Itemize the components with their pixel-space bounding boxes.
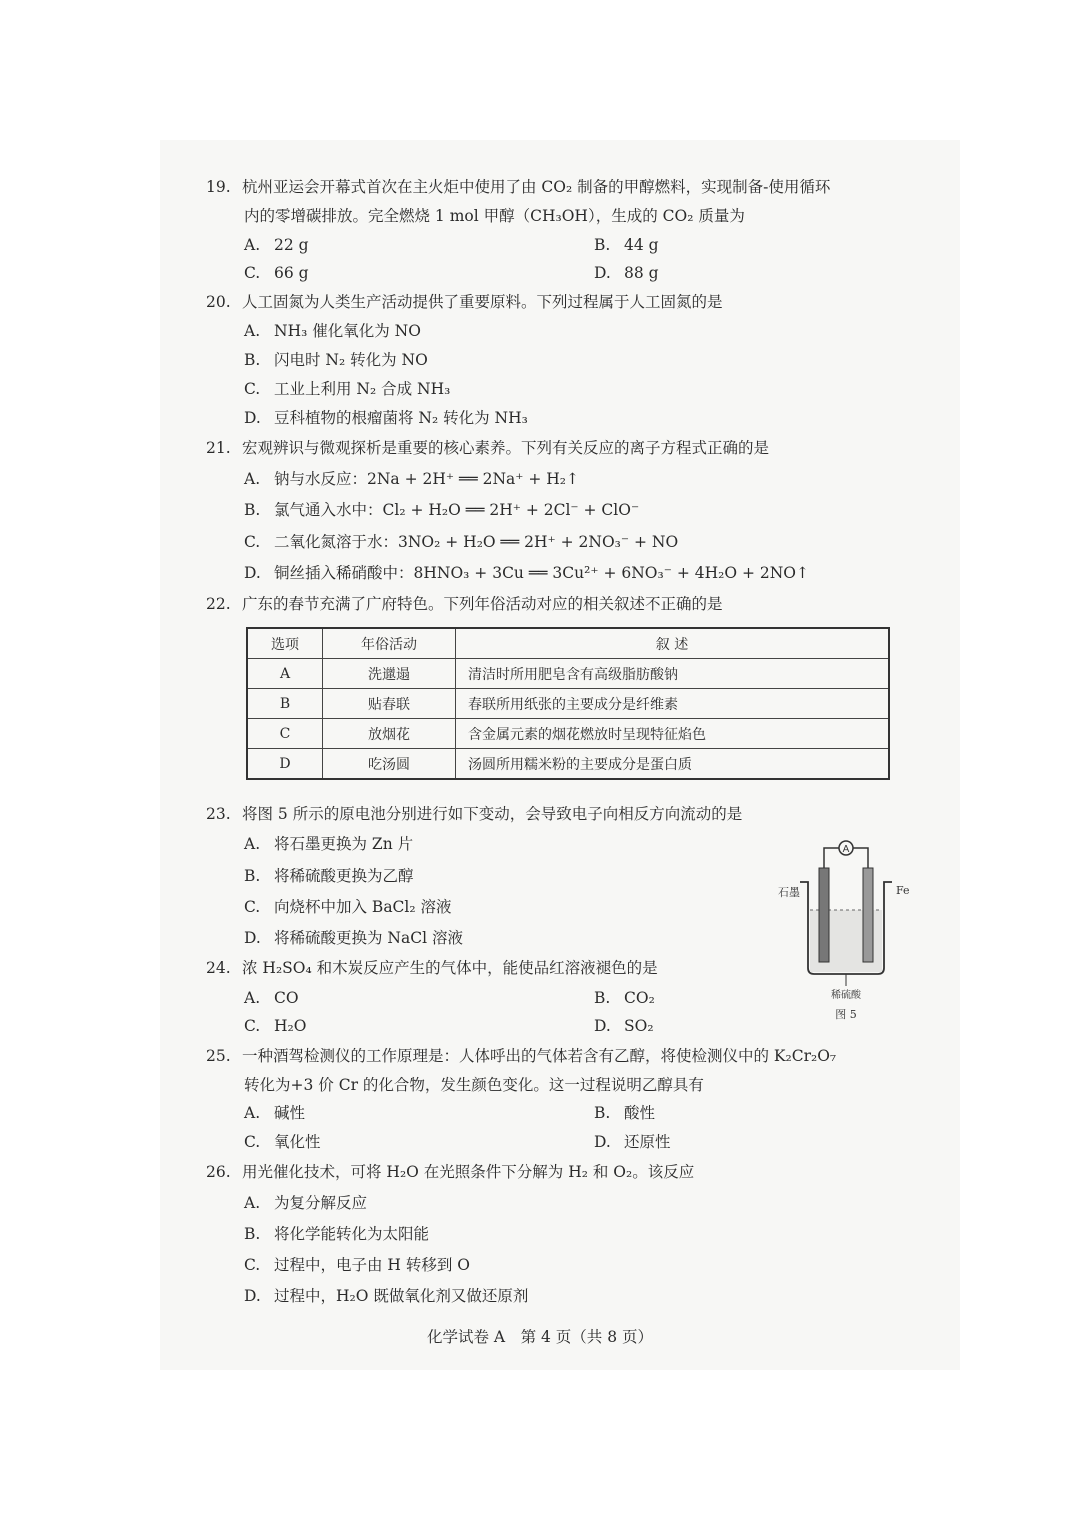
option-b[interactable] bbox=[244, 350, 428, 370]
question-number: 25. bbox=[206, 1047, 231, 1065]
option-label: D. bbox=[594, 1133, 611, 1151]
table-row bbox=[247, 659, 889, 689]
wire-right bbox=[853, 848, 868, 870]
option-text: 过程中，H₂O 既做氧化剂又做还原剂 bbox=[274, 1287, 529, 1305]
option-label: D. bbox=[244, 929, 261, 947]
question-22 bbox=[206, 594, 723, 614]
question-24 bbox=[206, 958, 658, 978]
option-label: C. bbox=[244, 1256, 261, 1274]
option-label: C. bbox=[244, 380, 261, 398]
option-label: B. bbox=[244, 867, 261, 885]
option-text: NH₃ 催化氧化为 NO bbox=[274, 322, 421, 340]
question-26 bbox=[206, 1162, 694, 1182]
option-text: 将化学能转化为太阳能 bbox=[274, 1225, 430, 1243]
option-label: B. bbox=[594, 1104, 611, 1122]
option-d[interactable] bbox=[594, 263, 659, 283]
question-stem: 一种酒驾检测仪的工作原理是：人体呼出的气体若含有乙醇，将使检测仪中的 K₂Cr₂O₇ bbox=[242, 1047, 837, 1065]
option-a[interactable] bbox=[244, 1193, 367, 1213]
question-number: 20. bbox=[206, 293, 231, 311]
option-c[interactable] bbox=[244, 897, 452, 917]
option-label: C. bbox=[244, 533, 261, 551]
option-c[interactable] bbox=[244, 1132, 321, 1152]
option-a[interactable] bbox=[244, 988, 299, 1008]
option-text: 铜丝插入稀硝酸中：8HNO₃ + 3Cu ══ 3Cu²⁺ + 6NO₃⁻ + 4H₂O + 2NO↑ bbox=[274, 564, 809, 582]
question-stem: 浓 H₂SO₄ 和木炭反应产生的气体中，能使品红溶液褪色的是 bbox=[242, 959, 658, 977]
table-cell: 春联所用纸张的主要成分是纤维素 bbox=[456, 689, 890, 719]
column-header: 选项 bbox=[247, 628, 323, 659]
question-number: 21. bbox=[206, 439, 231, 457]
table-cell: B bbox=[247, 689, 323, 719]
option-label: B. bbox=[594, 236, 611, 254]
question-stem: 用光催化技术，可将 H₂O 在光照条件下分解为 H₂ 和 O₂。该反应 bbox=[242, 1163, 695, 1181]
table-row bbox=[247, 749, 889, 780]
option-text: 88 g bbox=[624, 264, 659, 282]
option-b[interactable] bbox=[244, 500, 639, 520]
option-text: 氯气通入水中：Cl₂ + H₂O ══ 2H⁺ + 2Cl⁻ + ClO⁻ bbox=[274, 501, 640, 519]
option-label: A. bbox=[244, 835, 261, 853]
option-text: 钠与水反应：2Na + 2H⁺ ══ 2Na⁺ + H₂↑ bbox=[274, 470, 579, 488]
option-c[interactable] bbox=[244, 1016, 306, 1036]
option-text: 还原性 bbox=[624, 1133, 671, 1151]
option-label: D. bbox=[244, 409, 261, 427]
option-a[interactable] bbox=[244, 321, 421, 341]
table-cell: 清洁时所用肥皂含有高级脂肪酸钠 bbox=[456, 659, 890, 689]
table-cell: 洗邋遢 bbox=[323, 659, 456, 689]
question-23 bbox=[206, 804, 742, 824]
option-label: A. bbox=[244, 1194, 261, 1212]
table-cell: 吃汤圆 bbox=[323, 749, 456, 780]
option-b[interactable] bbox=[594, 1103, 655, 1123]
option-text: 为复分解反应 bbox=[274, 1194, 368, 1212]
option-d[interactable] bbox=[244, 928, 463, 948]
option-label: C. bbox=[244, 898, 261, 916]
option-c[interactable] bbox=[244, 532, 678, 552]
option-d[interactable] bbox=[244, 563, 809, 583]
question-stem: 杭州亚运会开幕式首次在主火炬中使用了由 CO₂ 制备的甲醇燃料，实现制备-使用循环 bbox=[242, 178, 831, 196]
option-text: 闪电时 N₂ 转化为 NO bbox=[274, 351, 428, 369]
figure-caption: 图 5 bbox=[835, 1008, 857, 1021]
question-19 bbox=[206, 177, 830, 197]
option-a[interactable] bbox=[244, 834, 413, 854]
option-text: 将稀硫酸更换为乙醇 bbox=[274, 867, 414, 885]
option-text: 44 g bbox=[624, 236, 659, 254]
option-d[interactable] bbox=[244, 408, 528, 428]
label-solution: 稀硫酸 bbox=[831, 990, 861, 1001]
option-label: B. bbox=[244, 351, 261, 369]
option-label: D. bbox=[244, 1287, 261, 1305]
option-label: C. bbox=[244, 1133, 261, 1151]
question-number: 22. bbox=[206, 595, 231, 613]
table-row bbox=[247, 719, 889, 749]
ammeter-label: A bbox=[842, 844, 850, 855]
column-header: 年俗活动 bbox=[323, 628, 456, 659]
option-text: 将石墨更换为 Zn 片 bbox=[274, 835, 414, 853]
option-label: D. bbox=[244, 564, 261, 582]
question-25 bbox=[206, 1046, 836, 1066]
option-text: 氧化性 bbox=[274, 1133, 321, 1151]
table-header-row bbox=[247, 628, 889, 659]
option-label: C. bbox=[244, 264, 261, 282]
option-c[interactable] bbox=[244, 263, 309, 283]
option-text: 酸性 bbox=[624, 1104, 656, 1122]
option-c[interactable] bbox=[244, 1255, 470, 1275]
question-stem: 广东的春节充满了广府特色。下列年俗活动对应的相关叙述不正确的是 bbox=[242, 595, 723, 613]
option-label: D. bbox=[594, 1017, 611, 1035]
option-text: CO₂ bbox=[624, 989, 655, 1007]
table-cell: D bbox=[247, 749, 323, 780]
table-cell: 放烟花 bbox=[323, 719, 456, 749]
question-stem-continued: 转化为+3 价 Cr 的化合物，发生颜色变化。这一过程说明乙醇具有 bbox=[244, 1076, 704, 1094]
option-b[interactable] bbox=[594, 235, 659, 255]
wire-left bbox=[824, 848, 839, 870]
option-label: B. bbox=[244, 1225, 261, 1243]
option-label: D. bbox=[594, 264, 611, 282]
option-text: 豆科植物的根瘤菌将 N₂ 转化为 NH₃ bbox=[274, 409, 528, 427]
option-d[interactable] bbox=[244, 1286, 528, 1306]
option-label: A. bbox=[244, 989, 261, 1007]
question-stem: 宏观辨识与微观探析是重要的核心素养。下列有关反应的离子方程式正确的是 bbox=[242, 439, 770, 457]
option-text: 工业上利用 N₂ 合成 NH₃ bbox=[274, 380, 451, 398]
option-text: 66 g bbox=[274, 264, 309, 282]
option-text: SO₂ bbox=[624, 1017, 654, 1035]
label-graphite: 石墨 bbox=[778, 886, 800, 899]
option-label: A. bbox=[244, 322, 261, 340]
question-20 bbox=[206, 292, 723, 312]
question-number: 19. bbox=[206, 178, 231, 196]
option-a[interactable] bbox=[244, 1103, 305, 1123]
option-label: A. bbox=[244, 236, 261, 254]
table-cell: 贴春联 bbox=[323, 689, 456, 719]
option-label: B. bbox=[594, 989, 611, 1007]
question-stem: 将图 5 所示的原电池分别进行如下变动，会导致电子向相反方向流动的是 bbox=[242, 805, 743, 823]
question-stem-continued: 内的零增碳排放。完全燃烧 1 mol 甲醇（CH₃OH），生成的 CO₂ 质量为 bbox=[244, 207, 745, 225]
option-label: A. bbox=[244, 470, 261, 488]
option-text: CO bbox=[274, 989, 299, 1007]
option-text: 碱性 bbox=[274, 1104, 306, 1122]
table-cell: C bbox=[247, 719, 323, 749]
option-a[interactable] bbox=[244, 235, 309, 255]
option-text: 22 g bbox=[274, 236, 309, 254]
question-number: 24. bbox=[206, 959, 231, 977]
option-text: 将稀硫酸更换为 NaCl 溶液 bbox=[274, 929, 463, 947]
column-header: 叙 述 bbox=[456, 628, 890, 659]
customs-table bbox=[246, 627, 890, 780]
option-text: H₂O bbox=[274, 1017, 307, 1035]
option-d[interactable] bbox=[594, 1016, 654, 1036]
graphite-electrode bbox=[819, 868, 829, 962]
table-cell: A bbox=[247, 659, 323, 689]
option-label: B. bbox=[244, 501, 261, 519]
option-d[interactable] bbox=[594, 1132, 671, 1152]
question-number: 23. bbox=[206, 805, 231, 823]
option-b[interactable] bbox=[244, 1224, 429, 1244]
option-b[interactable] bbox=[594, 988, 655, 1008]
option-b[interactable] bbox=[244, 866, 414, 886]
option-a[interactable] bbox=[244, 469, 579, 489]
option-label: A. bbox=[244, 1104, 261, 1122]
table-cell: 汤圆所用糯米粉的主要成分是蛋白质 bbox=[456, 749, 890, 780]
question-21 bbox=[206, 438, 769, 458]
table-row bbox=[247, 689, 889, 719]
label-iron: Fe bbox=[896, 884, 910, 897]
page-footer: 化学试卷 A 第 4 页（共 8 页） bbox=[426, 1328, 654, 1346]
option-label: C. bbox=[244, 1017, 261, 1035]
galvanic-cell-figure bbox=[760, 838, 920, 1028]
question-number: 26. bbox=[206, 1163, 231, 1181]
option-text: 过程中，电子由 H 转移到 O bbox=[274, 1256, 471, 1274]
question-stem: 人工固氮为人类生产活动提供了重要原料。下列过程属于人工固氮的是 bbox=[242, 293, 723, 311]
table-cell: 含金属元素的烟花燃放时呈现特征焰色 bbox=[456, 719, 890, 749]
option-c[interactable] bbox=[244, 379, 450, 399]
iron-electrode bbox=[863, 868, 873, 962]
option-text: 向烧杯中加入 BaCl₂ 溶液 bbox=[274, 898, 452, 916]
option-text: 二氧化氮溶于水：3NO₂ + H₂O ══ 2H⁺ + 2NO₃⁻ + NO bbox=[274, 533, 679, 551]
